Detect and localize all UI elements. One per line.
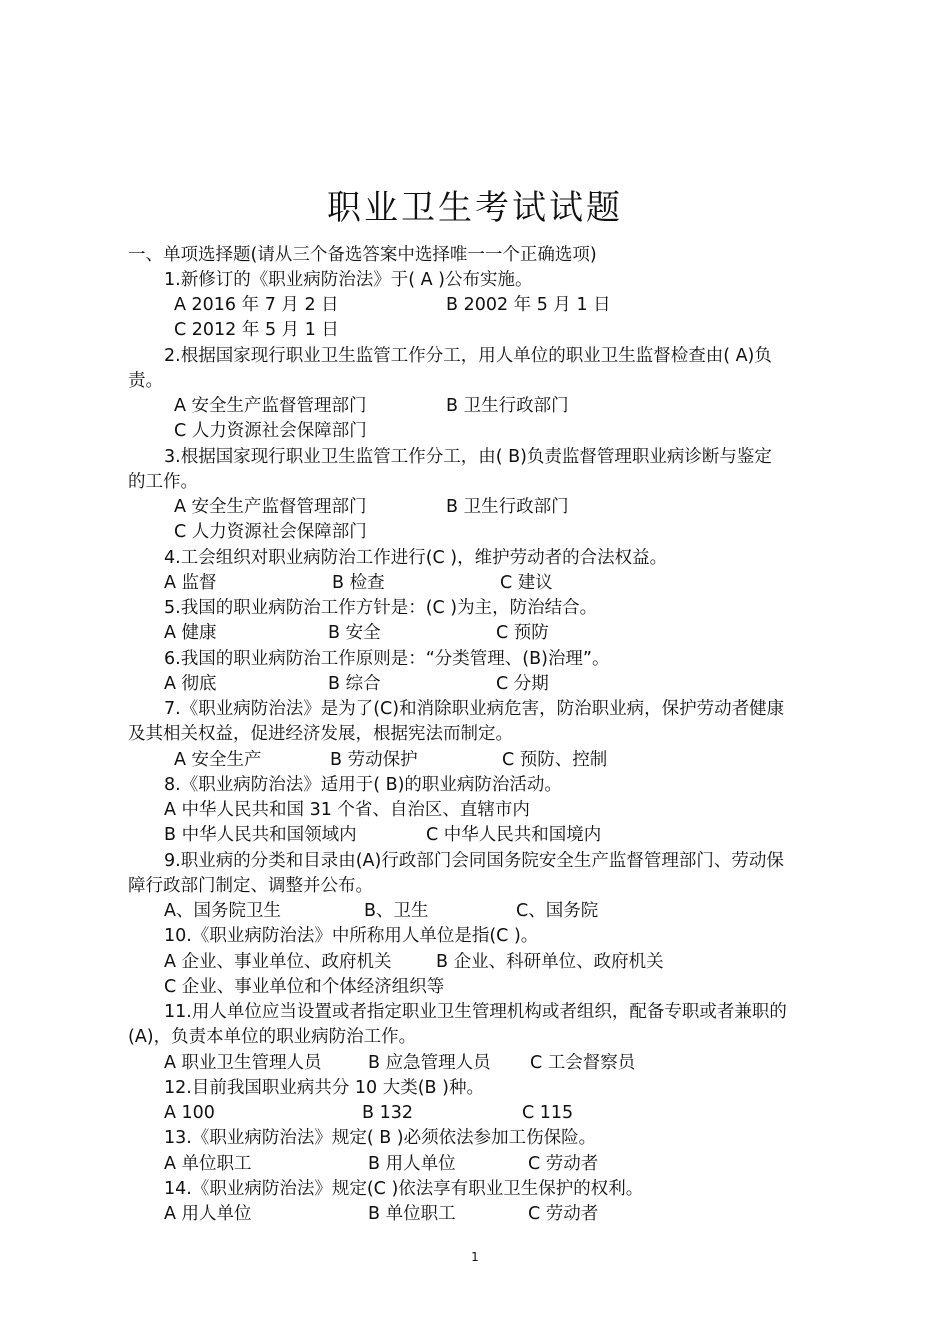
option-c: C 工会督察员 [530, 1053, 636, 1073]
option-c: C、国务院 [516, 901, 599, 921]
question-5: 5.我国的职业病防治工作方针是：(C )为主，防治结合。 [164, 598, 598, 618]
question-11-line-2: (A)，负责本单位的职业病防治工作。 [128, 1027, 417, 1047]
option-a: A 企业、事业单位、政府机关 [164, 952, 392, 972]
question-8-options-row-2 [164, 824, 864, 846]
option-a: A 安全生产监督管理部门 [174, 497, 367, 517]
option-a: A 监督 [164, 573, 217, 593]
option-b: B 132 [362, 1103, 413, 1123]
option-b: B 卫生行政部门 [446, 396, 569, 416]
option-b: B 卫生行政部门 [446, 497, 569, 517]
question-2-line-1: 2.根据国家现行职业卫生监管工作分工，用人单位的职业卫生监督检查由( A)负 [164, 346, 772, 366]
question-12: 12.目前我国职业病共分 10 大类(B )种。 [164, 1078, 484, 1098]
question-13-options [164, 1153, 864, 1175]
question-4-options [164, 572, 864, 594]
option-a: A 彻底 [164, 674, 217, 694]
option-c: C 人力资源社会保障部门 [174, 522, 367, 542]
option-b: B 应急管理人员 [368, 1053, 491, 1073]
option-c: C 115 [522, 1103, 574, 1123]
option-c: C 劳动者 [528, 1204, 599, 1224]
question-6-options [164, 673, 864, 695]
section-heading: 一、单项选择题(请从三个备选答案中选择唯一一个正确选项) [128, 245, 597, 265]
option-c: C 劳动者 [528, 1154, 599, 1174]
option-c: C 预防 [496, 623, 549, 643]
option-c: C 人力资源社会保障部门 [174, 421, 367, 441]
question-4: 4.工会组织对职业病防治工作进行(C )，维护劳动者的合法权益。 [164, 548, 668, 568]
question-7-line-2: 及其相关权益，促进经济发展，根据宪法而制定。 [128, 724, 513, 744]
question-9-line-1: 9.职业病的分类和目录由(A)行政部门会同国务院安全生产监督管理部门、劳动保 [164, 851, 784, 871]
question-13: 13.《职业病防治法》规定( B )必须依法参加工伤保险。 [164, 1128, 597, 1148]
option-b: B 2002 年 5 月 1 日 [446, 295, 611, 315]
question-12-options [164, 1102, 864, 1124]
question-3-line-1: 3.根据国家现行职业卫生监管工作分工，由( B)负责监督管理职业病诊断与鉴定 [164, 447, 772, 467]
option-b: B 用人单位 [368, 1154, 456, 1174]
question-9-options [164, 900, 864, 922]
option-c: C 预防、控制 [502, 750, 608, 770]
question-2-options-row-1 [174, 395, 874, 417]
question-1-options-row-1 [174, 294, 874, 316]
question-5-options [164, 622, 864, 644]
question-8: 8.《职业病防治法》适用于( B)的职业病防治活动。 [164, 775, 562, 795]
option-c: C 企业、事业单位和个体经济组织等 [164, 977, 445, 997]
option-a: A 健康 [164, 623, 217, 643]
option-b: B 检查 [332, 573, 385, 593]
question-3-options-row-1 [174, 496, 874, 518]
option-a: A 中华人民共和国 31 个省、自治区、直辖市内 [164, 800, 530, 820]
option-b: B 综合 [328, 674, 381, 694]
question-10: 10.《职业病防治法》中所称用人单位是指(C )。 [164, 926, 539, 946]
question-11-options [164, 1052, 864, 1074]
question-11-line-1: 11.用人单位应当设置或者指定职业卫生管理机构或者组织，配备专职或者兼职的 [164, 1002, 787, 1022]
option-a: A 2016 年 7 月 2 日 [174, 295, 339, 315]
option-a: A 100 [164, 1103, 215, 1123]
question-7-line-1: 7.《职业病防治法》是为了(C)和消除职业病危害，防治职业病，保护劳动者健康 [164, 699, 785, 719]
option-a: A、国务院卫生 [164, 901, 281, 921]
option-b: B 劳动保护 [330, 750, 418, 770]
option-c: C 中华人民共和国境内 [426, 825, 602, 845]
option-b: B 中华人民共和国领域内 [164, 825, 357, 845]
question-10-options-row-1 [164, 951, 864, 973]
question-14-options [164, 1203, 864, 1225]
option-b: B 单位职工 [368, 1204, 456, 1224]
page-number: 1 [471, 1250, 479, 1264]
option-b: B 安全 [328, 623, 381, 643]
option-a: A 安全生产 [174, 750, 262, 770]
option-b: B 企业、科研单位、政府机关 [436, 952, 664, 972]
question-2-line-2: 责。 [128, 371, 163, 391]
document-title: 职业卫生考试试题 [327, 188, 623, 228]
option-c: C 建议 [500, 573, 553, 593]
option-a: A 用人单位 [164, 1204, 252, 1224]
option-a: A 安全生产监督管理部门 [174, 396, 367, 416]
question-14: 14.《职业病防治法》规定(C )依法享有职业卫生保护的权利。 [164, 1179, 644, 1199]
question-1: 1.新修订的《职业病防治法》于( A )公布实施。 [164, 270, 533, 290]
option-c: C 分期 [496, 674, 549, 694]
question-9-line-2: 障行政部门制定、调整并公布。 [128, 876, 373, 896]
option-a: A 单位职工 [164, 1154, 252, 1174]
question-7-options [174, 749, 874, 771]
option-c: C 2012 年 5 月 1 日 [174, 320, 339, 340]
option-a: A 职业卫生管理人员 [164, 1053, 322, 1073]
question-3-line-2: 的工作。 [128, 472, 198, 492]
question-6: 6.我国的职业病防治工作原则是：“分类管理、(B)治理”。 [164, 649, 610, 669]
option-b: B、卫生 [364, 901, 429, 921]
